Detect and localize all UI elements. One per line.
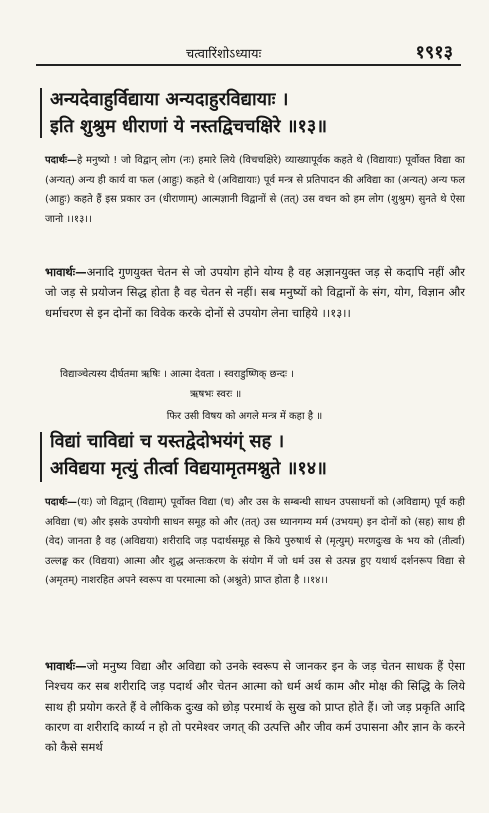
bhavartha-13 — [45, 262, 465, 364]
mantra-13-line-1: अन्यदेवाहुर्विद्याया अन्यदाहुरविद्यायाः । — [50, 89, 289, 110]
page-header — [36, 38, 461, 66]
mantra-14-line-1: विद्यां चाविद्यां च यस्तद्वेदोभयंग्ं सह । — [50, 431, 285, 452]
mantra-13-line-2: इति शुश्रुम धीराणां ये नस्तद्विचचक्षिरे ॥१३॥ — [50, 116, 328, 137]
mantra-bracket — [40, 432, 46, 482]
mantra-14 — [50, 428, 459, 482]
svara: ऋषभः स्वरः ॥ — [190, 389, 242, 400]
mantra-14-line-2: अविद्यया मृत्युं तीर्त्वा विद्ययामृतमश्नुते ॥१४॥ — [50, 458, 327, 479]
bhavartha-14 — [45, 656, 465, 788]
padartha-label: पदार्थः— — [45, 497, 77, 508]
rishi-devata-chhanda: विद्याञ्चेत्यस्य दीर्घतमा ऋषिः । आत्मा देवता । स्वराडुष्णिक् छन्दः । — [60, 369, 295, 380]
padartha-text: हे मनुष्यो ! जो विद्वान् लोग (नः) हमारे लिये (विचचक्षिरे) व्याख्यापूर्वक कहते थे (विद्यायाः) पूर्वोक्त विद्या का (अन्यत्) अन्य ही कार्य वा फल (आहुः) कहते थे (अविद्यायाः) पूर्व मन्त्र से प्रतिपादन की अविद्या का (अन्यत्) अन्य फल (आहुः) कहते हैं इस प्रकार उन (धीराणाम्) आत्मज्ञानी विद्वानों से (तत्) उस वचन को हम लोग (शुश्रुम) सुनते थे ऐसा जानो ।।१३।। — [45, 155, 465, 225]
chapter-title: चत्वारिंशोऽध्यायः — [186, 47, 262, 62]
mantra-13 — [50, 86, 459, 140]
padartha-text: (यः) जो विद्वान् (विद्याम्) पूर्वोक्त विद्या (च) और उस के सम्बन्धी साधन उपसाधनों को (अविद्याम्) पूर्व कही अविद्या (च) और इसके उपयोगी साधन समूह को और (तत्) उस ध्यानगम्य मर्म (उभयम्) इन दोनों को (सह) साथ ही (वेद) जानता है वह (अविद्यया) शरीरादि जड़ पदार्थसमूह से किये पुरुषार्थ से (मृत्युम्) मरणदुःख के भय को (तीर्त्वा) उल्लङ्घ कर (विद्यया) आत्मा और शुद्ध अन्तःकरण के संयोग में जो धर्म उस से उत्पन्न हुए यथार्थ दर्शनरूप विद्या से (अमृतम्) नाशरहित अपने स्वरूप वा परमात्मा को (अश्नुते) प्राप्त होता है ।।१४।। — [45, 497, 465, 586]
padartha-label: पदार्थः— — [45, 155, 77, 166]
bhavartha-label: भावार्थः— — [45, 265, 87, 279]
bhavartha-label: भावार्थः— — [45, 659, 87, 673]
mantra-bracket — [40, 88, 46, 138]
mantra-intro: फिर उसी विषय को अगले मन्त्र में कहा है ॥ — [166, 411, 323, 422]
padartha-13 — [45, 151, 465, 261]
bhavartha-text: जो मनुष्य विद्या और अविद्या को उनके स्वरूप से जानकर इन के जड़ चेतन साधक हैं ऐसा निश्चय कर सब शरीरादि जड़ पदार्थ और चेतन आत्मा को धर्म अर्थ काम और मोक्ष की सिद्धि के लिये साथ ही प्रयोग करते हैं वे लौकिक दुःख को छोड़ परमार्थ के सुख को प्राप्त होते हैं। जो जड़ प्रकृति आदि कारण वा शरीरादि कार्य्य न हो तो परमेश्वर जगत् की उत्पत्ति और जीव कर्म उपासना और ज्ञान के करने को कैसे समर्थ — [45, 659, 465, 755]
bhavartha-text: अनादि गुणयुक्त चेतन से जो उपयोग होने योग्य है वह अज्ञानयुक्त जड़ से कदापि नहीं और जो जड़ से प्रयोजन सिद्ध होता है वह चेतन से नहीं। सब मनुष्यों को विद्वानों के संग, योग, विज्ञान और धर्माचरण से इन दोनों का विवेक करके दोनों से उपयोग लेना चाहिये ।।१३।। — [45, 265, 465, 320]
page-number: १९१३ — [415, 42, 453, 63]
padartha-14 — [45, 493, 465, 651]
